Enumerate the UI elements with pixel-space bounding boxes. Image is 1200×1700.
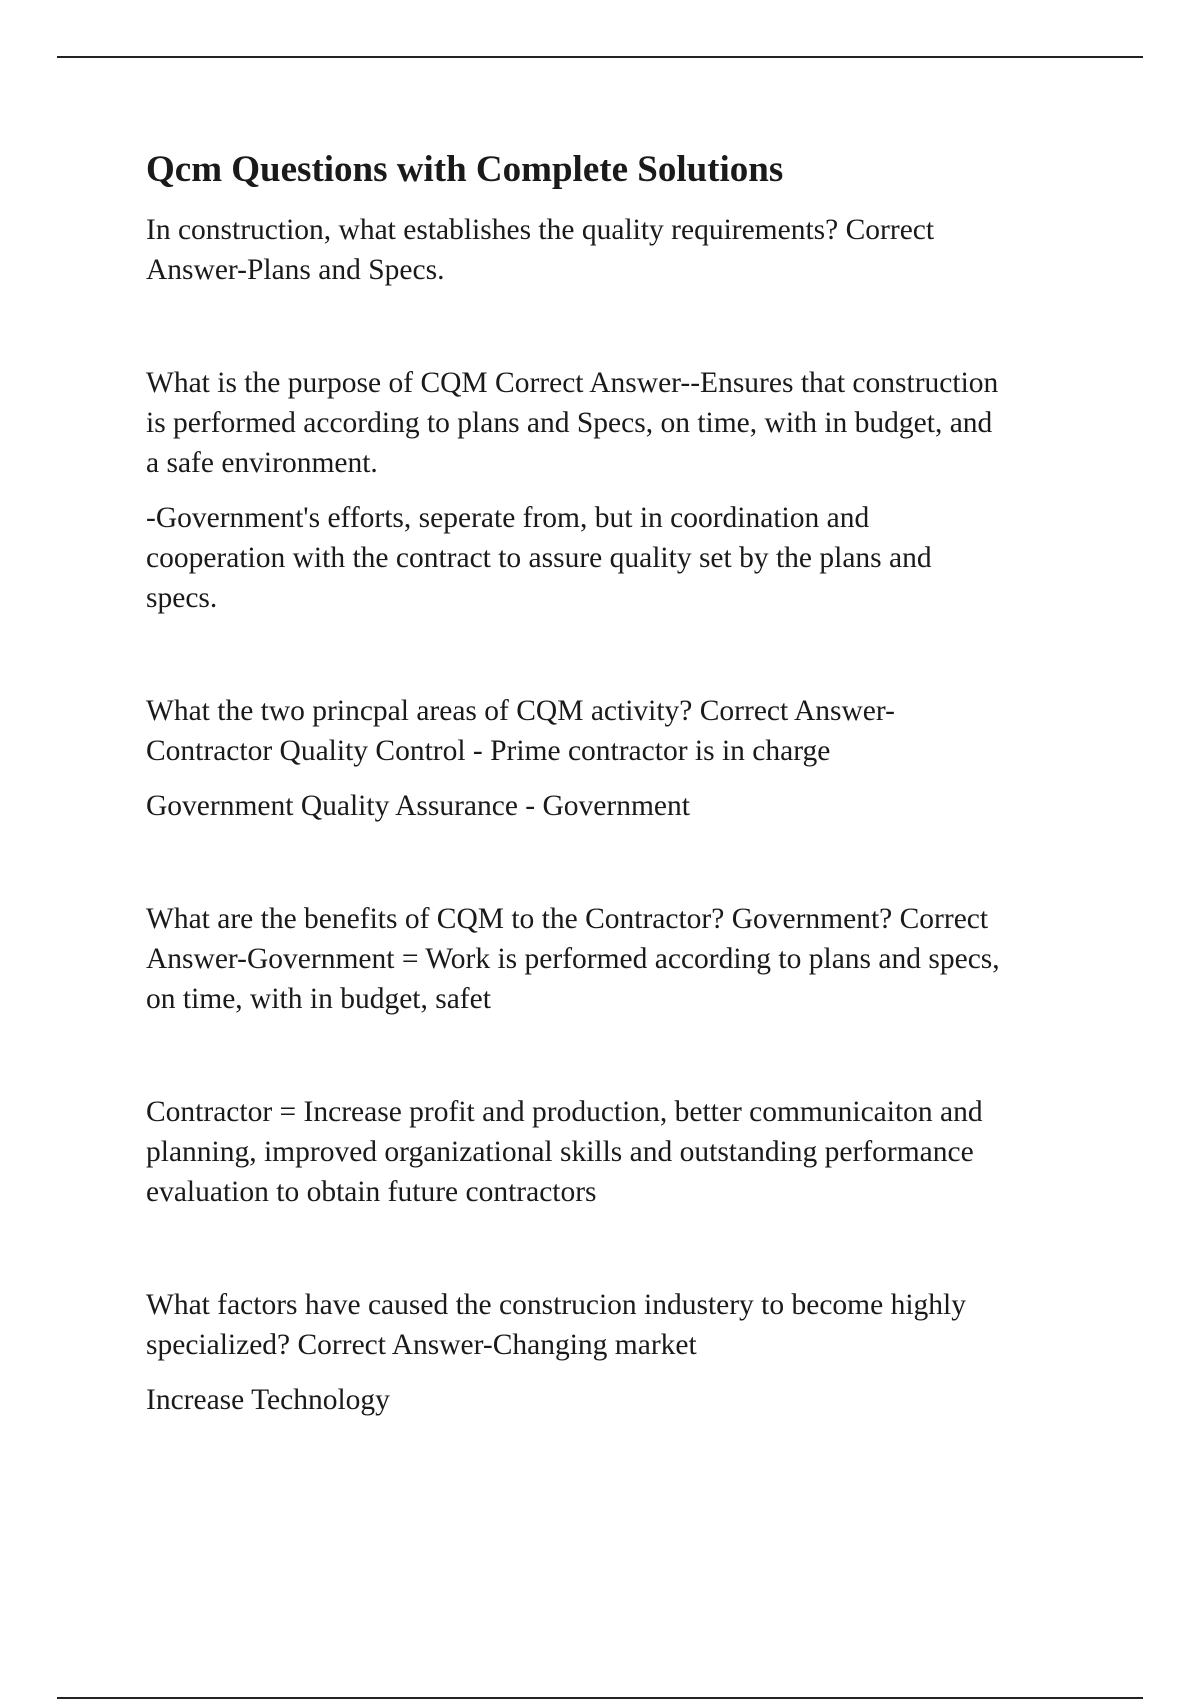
paragraph-line: What factors have caused the construcion industery to become highly bbox=[146, 1289, 966, 1321]
paragraph-line: What are the benefits of CQM to the Contractor? Government? Correct bbox=[146, 903, 989, 935]
paragraph-line: Contractor = Increase profit and production, better communicaiton and bbox=[146, 1096, 983, 1128]
paragraph-line: Answer-Plans and Specs. bbox=[146, 254, 445, 286]
bottom-divider bbox=[57, 1697, 1143, 1699]
paragraph-line: planning, improved organizational skills and outstanding performance bbox=[146, 1136, 974, 1168]
paragraph-line: In construction, what establishes the quality requirements? Correct bbox=[146, 214, 935, 246]
document-body bbox=[146, 140, 1091, 1420]
paragraph-line: Government Quality Assurance - Government bbox=[146, 790, 690, 822]
paragraph-line: a safe environment. bbox=[146, 447, 378, 479]
answer-paragraph-4 bbox=[146, 691, 1091, 771]
answer-paragraph-9 bbox=[146, 1380, 1091, 1420]
answer-paragraph-7 bbox=[146, 1092, 1091, 1212]
answer-paragraph-6 bbox=[146, 899, 1091, 1019]
paragraph-line: is performed according to plans and Specs, on time, with in budget, and bbox=[146, 407, 993, 439]
answer-paragraph-1 bbox=[146, 210, 1091, 290]
paragraph-line: on time, with in budget, safet bbox=[146, 983, 491, 1015]
paragraph-line: What is the purpose of CQM Correct Answer--Ensures that construction bbox=[146, 367, 999, 399]
document-title: Qcm Questions with Complete Solutions bbox=[146, 149, 784, 190]
paragraph-line: specialized? Correct Answer-Changing market bbox=[146, 1329, 697, 1361]
paragraph-line: evaluation to obtain future contractors bbox=[146, 1176, 597, 1208]
paragraph-line: Answer-Government = Work is performed according to plans and specs, bbox=[146, 943, 1000, 975]
top-divider bbox=[57, 56, 1143, 58]
answer-paragraph-3 bbox=[146, 498, 1091, 618]
paragraph-line: cooperation with the contract to assure quality set by the plans and bbox=[146, 542, 932, 574]
paragraph-line: specs. bbox=[146, 582, 218, 614]
paragraph-line: Contractor Quality Control - Prime contractor is in charge bbox=[146, 735, 831, 767]
answer-paragraph-8 bbox=[146, 1285, 1091, 1365]
paragraph-line: What the two princpal areas of CQM activity? Correct Answer- bbox=[146, 695, 895, 727]
paragraph-line: -Government's efforts, seperate from, but in coordination and bbox=[146, 502, 870, 534]
paragraph-line: Increase Technology bbox=[146, 1384, 390, 1416]
answer-paragraph-5 bbox=[146, 786, 1091, 826]
answer-paragraph-2 bbox=[146, 363, 1091, 483]
